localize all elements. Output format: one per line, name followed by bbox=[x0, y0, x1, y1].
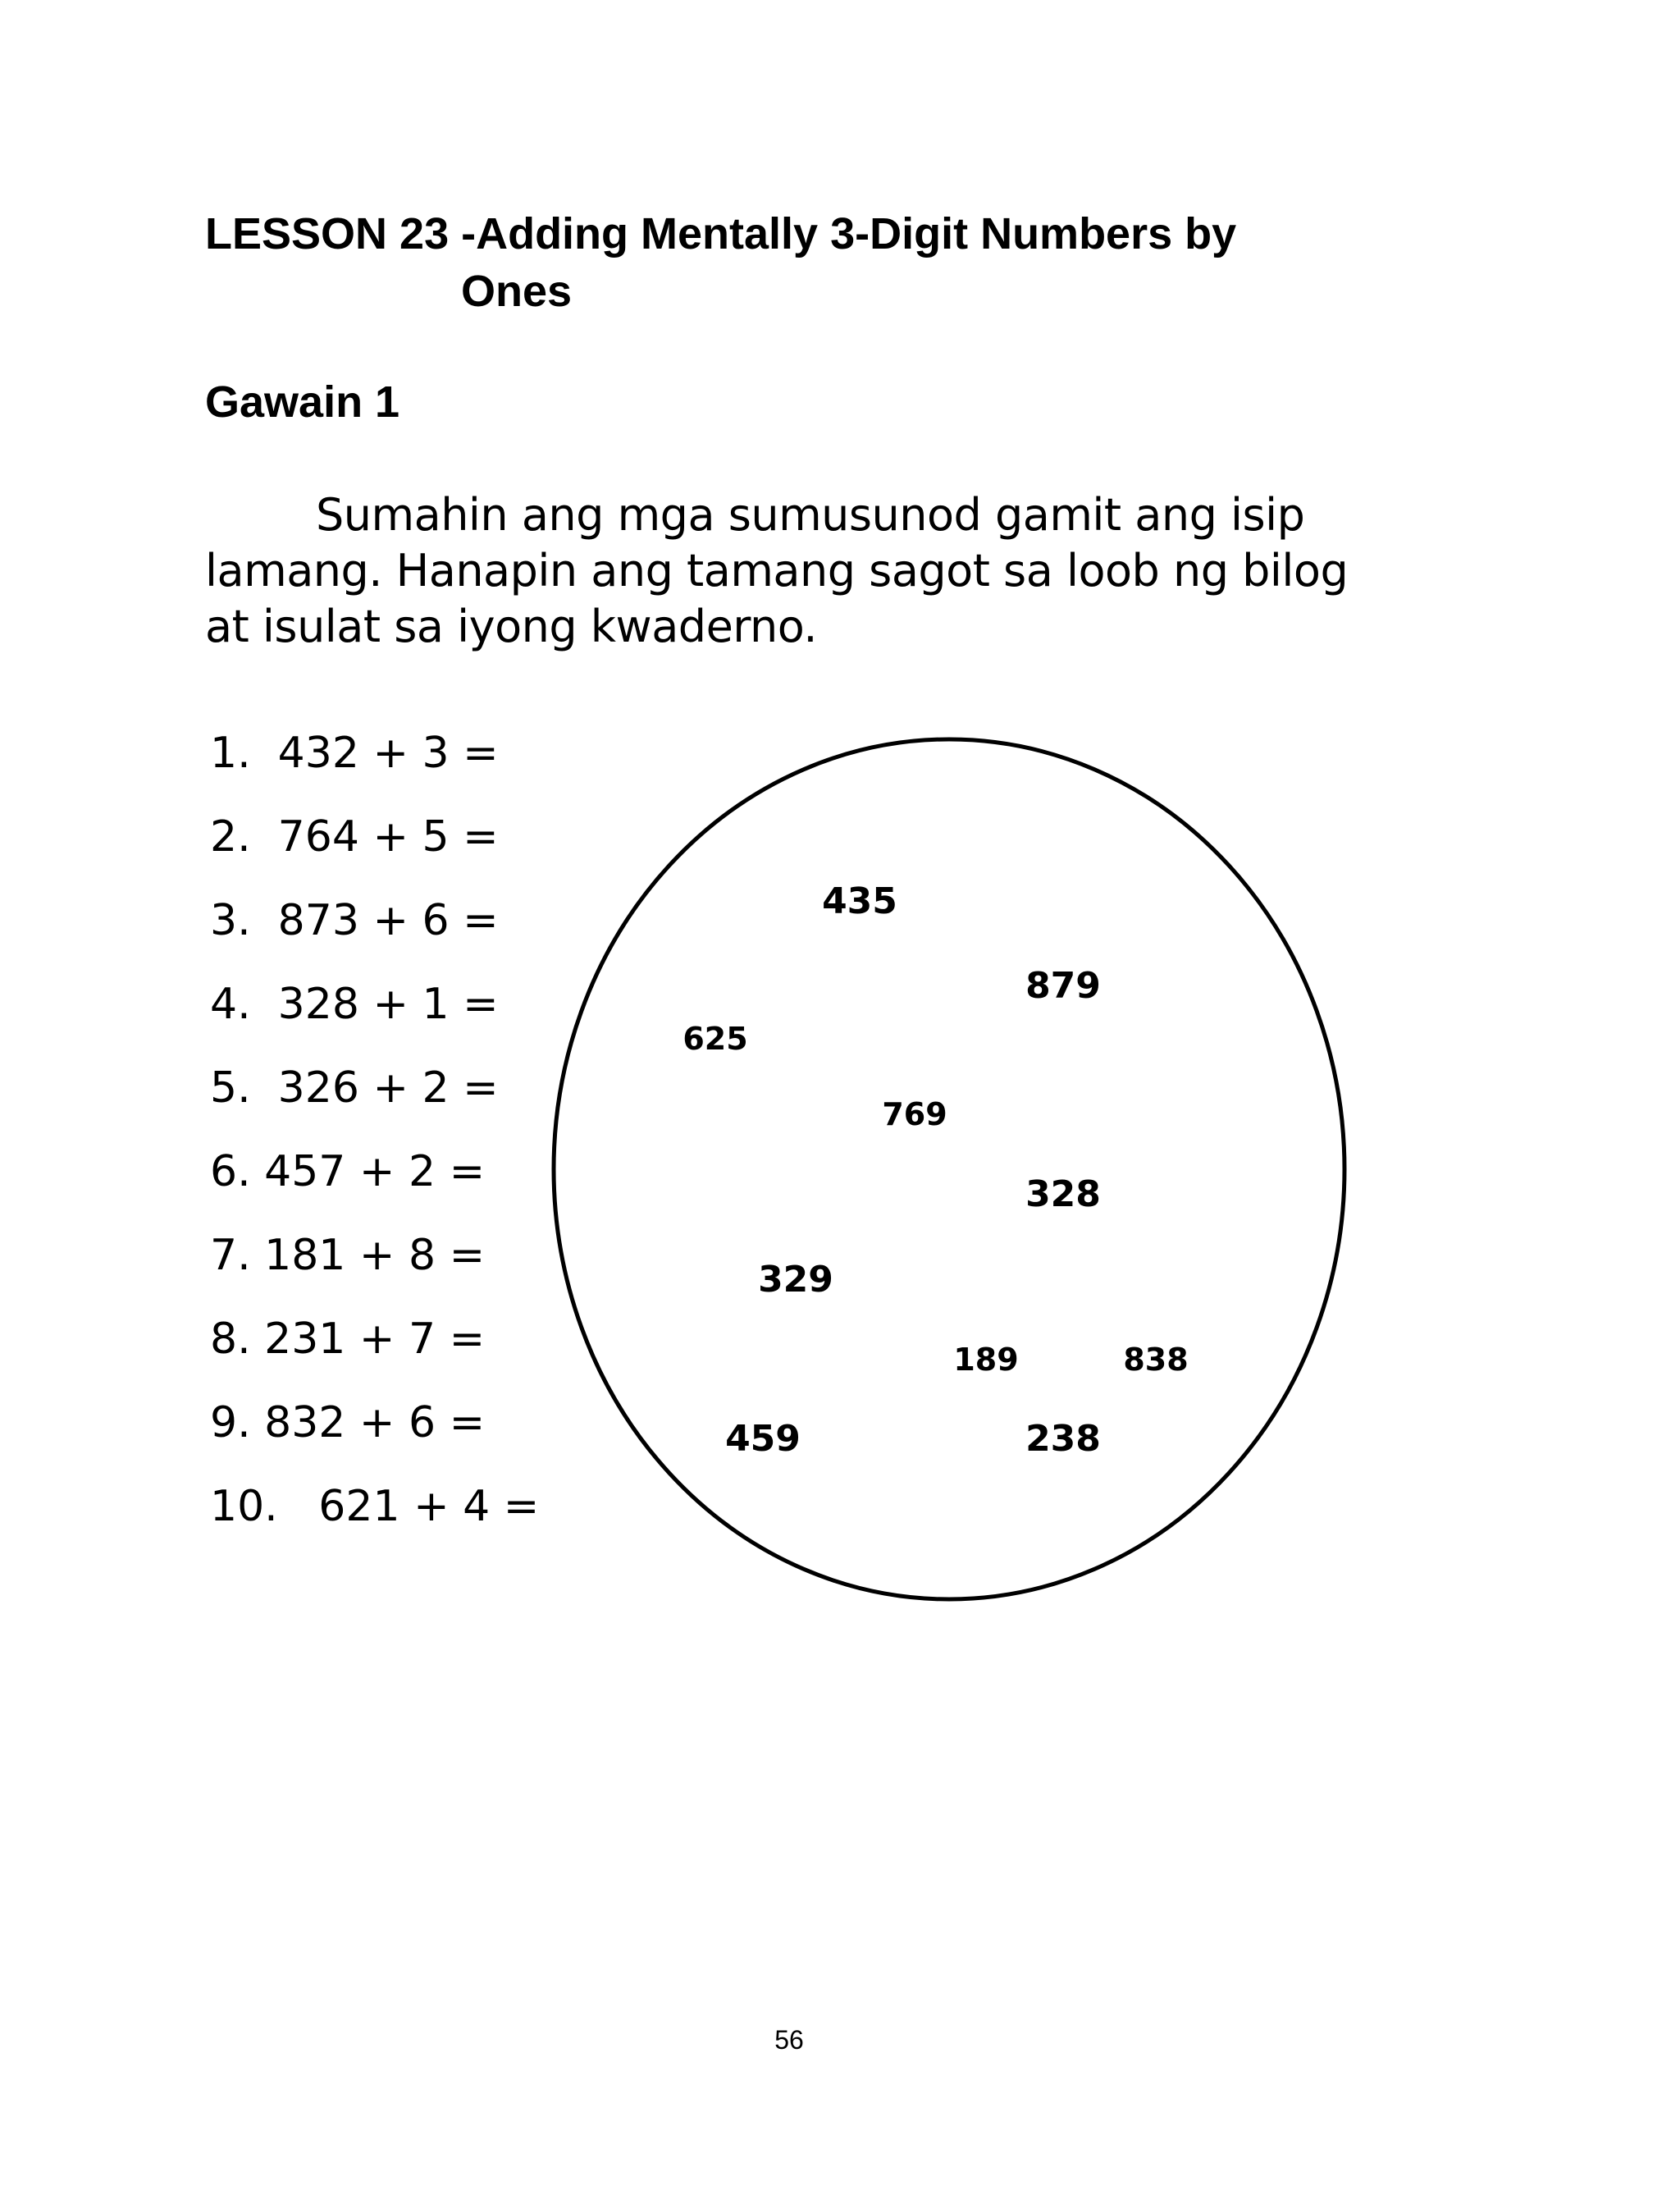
activity-instructions: Sumahin ang mga sumusunod gamit ang isip lamang. Hanapin ang tamang sagot sa loob ng bilog at isulat sa iyong kwaderno. bbox=[205, 489, 1349, 652]
problem-item: 5. 326 + 2 = bbox=[210, 1063, 499, 1113]
problem-item: 1. 432 + 3 = bbox=[210, 729, 499, 778]
answer-choice: 459 bbox=[725, 1418, 801, 1460]
answer-choice: 625 bbox=[682, 1021, 748, 1057]
lesson-title-line2: Ones bbox=[461, 267, 573, 316]
problem-list bbox=[210, 725, 539, 1562]
answer-choice: 189 bbox=[953, 1342, 1019, 1378]
problem-item: 2. 764 + 5 = bbox=[210, 812, 499, 862]
answer-choice: 769 bbox=[882, 1096, 947, 1132]
lesson-title-line1: LESSON 23 -Adding Mentally 3-Digit Numbers by bbox=[205, 209, 1237, 258]
problem-item: 3. 873 + 6 = bbox=[210, 896, 499, 945]
answer-choice: 329 bbox=[758, 1259, 833, 1301]
problem-item: 8. 231 + 7 = bbox=[210, 1314, 486, 1364]
answer-choice: 879 bbox=[1025, 965, 1101, 1007]
problem-item: 10. 621 + 4 = bbox=[210, 1482, 540, 1531]
problem-item: 7. 181 + 8 = bbox=[210, 1231, 486, 1280]
lesson-title bbox=[205, 205, 1236, 320]
activity-heading: Gawain 1 bbox=[205, 377, 400, 427]
answer-choice: 435 bbox=[822, 880, 897, 922]
answer-choice: 238 bbox=[1025, 1418, 1101, 1460]
answer-choice: 838 bbox=[1123, 1342, 1189, 1378]
problem-item: 9. 832 + 6 = bbox=[210, 1398, 486, 1447]
problem-item: 4. 328 + 1 = bbox=[210, 980, 499, 1029]
answer-choice: 328 bbox=[1025, 1173, 1101, 1215]
page-number: 56 bbox=[774, 2025, 804, 2055]
problem-item: 6. 457 + 2 = bbox=[210, 1147, 486, 1196]
